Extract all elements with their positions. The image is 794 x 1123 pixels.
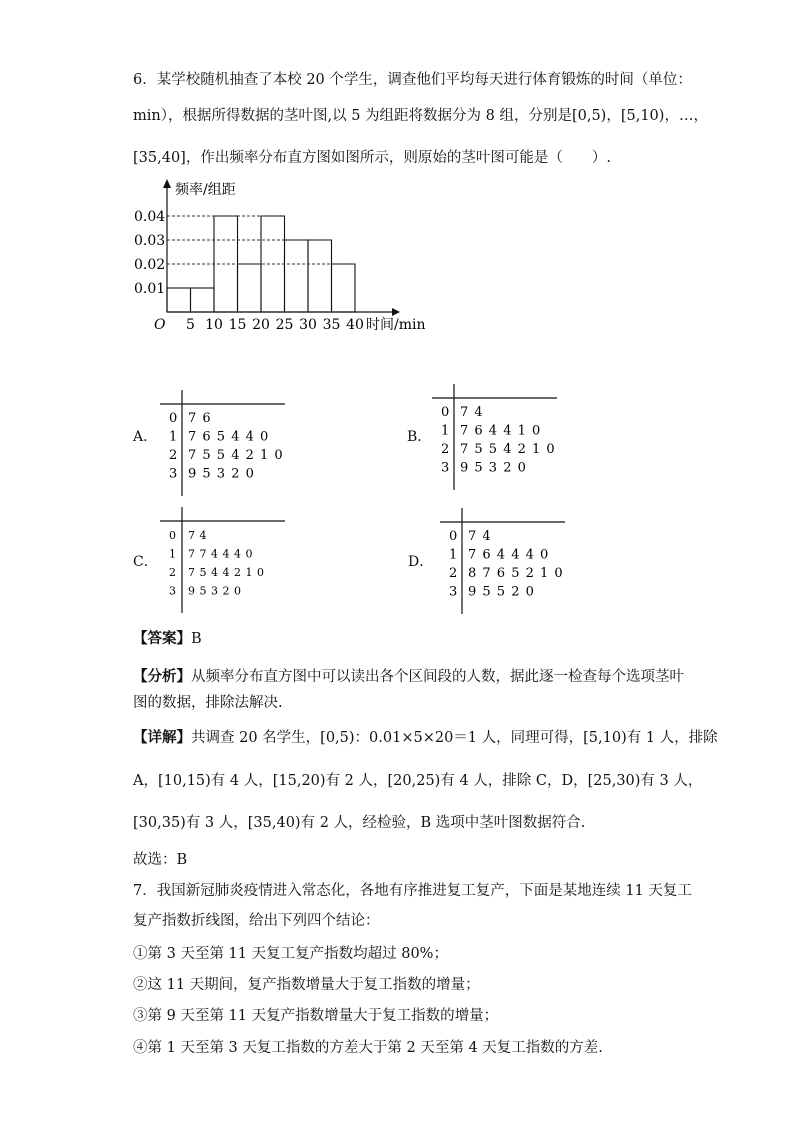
frequency-histogram [130, 176, 440, 345]
q7-conclusion-1: ①第 3 天至第 11 天复工复产指数均超过 80%； [133, 946, 448, 962]
x-tick-label: 10 [205, 317, 223, 333]
leaf-values: 7 4 [460, 405, 484, 420]
x-tick-label: 30 [299, 317, 317, 333]
leaf-values: 7 6 5 4 4 0 [188, 429, 270, 445]
q7-conclusion-3: ③第 9 天至第 11 天复产指数增量大于复工指数的增量； [133, 1008, 499, 1024]
option-a-stemplot [160, 390, 285, 498]
stem-value: 1 [169, 547, 176, 561]
stem-value: 2 [441, 442, 450, 457]
answer-tag: 【答案】 [133, 630, 191, 647]
option-b-label[interactable]: B． [407, 429, 432, 445]
stem-value: 3 [169, 584, 176, 598]
answer-line [133, 627, 202, 648]
detail-line-1 [133, 726, 718, 747]
x-tick-label: 5 [186, 317, 195, 333]
stem-value: 0 [169, 411, 178, 426]
analysis-text-1: 从频率分布直方图中可以读出各个区间段的人数，据此逐一检查每个选项茎叶 [191, 669, 684, 685]
leaf-values: 7 6 4 4 4 0 [468, 547, 550, 563]
histogram-bar [308, 240, 332, 312]
stem-value: 0 [441, 405, 450, 420]
leaf-values: 7 4 [468, 529, 492, 544]
choose-line: 故选：B [133, 852, 188, 868]
x-axis-label: 时间/min [366, 317, 426, 333]
stem-value: 2 [449, 566, 458, 581]
option-c-stemplot [160, 507, 285, 615]
x-tick-label: 25 [275, 317, 294, 333]
detail-text-1: 共调查 20 名学生，[0,5)：0.01×5×20＝1 人，同理可得，[5,10)有 1 人，排除 [191, 730, 718, 746]
leaf-values: 7 7 4 4 4 0 [188, 547, 253, 561]
option-c-label[interactable]: C． [133, 554, 158, 570]
leaf-values: 7 4 [188, 529, 207, 542]
y-axis-label: 频率/组距 [175, 182, 236, 198]
stem-value: 0 [449, 529, 458, 544]
y-axis-arrow-icon [163, 179, 171, 188]
y-tick-label: 0.01 [134, 281, 166, 297]
leaf-values: 7 6 [188, 411, 212, 426]
x-tick-label: 35 [322, 317, 341, 333]
leaf-values: 9 5 3 2 0 [188, 584, 242, 598]
q6-line-2: min），根据所得数据的茎叶图,以 5 为组距将数据分为 8 组，分别是[0,5)，[5,10)，…， [133, 108, 708, 124]
x-tick-label: 20 [252, 317, 270, 333]
x-tick-label: 40 [346, 317, 364, 333]
stem-value: 1 [441, 423, 450, 439]
detail-line-3: [30,35)有 3 人，[35,40)有 2 人，经检验，B 选项中茎叶图数据符合. [133, 815, 586, 831]
histogram-bar [285, 240, 309, 312]
stem-value: 1 [169, 429, 178, 445]
histogram-bar [238, 264, 262, 312]
origin-label: O [154, 317, 166, 333]
analysis-line-1 [133, 665, 684, 686]
stem-value: 3 [441, 460, 450, 476]
stem-value: 2 [169, 448, 178, 463]
analysis-line-2: 图的数据，排除法解决. [133, 695, 283, 711]
stem-value: 1 [449, 547, 458, 563]
leaf-values: 9 5 3 2 0 [460, 460, 527, 476]
leaf-values: 8 7 6 5 2 1 0 [468, 566, 564, 581]
histogram-bar [167, 288, 191, 312]
detail-line-2: A，[10,15)有 4 人，[15,20)有 2 人，[20,25)有 4 人，排除 C，D，[25,30)有 3 人， [133, 773, 703, 789]
x-axis-arrow-icon [392, 308, 400, 316]
histogram-bar [191, 288, 215, 312]
q7-conclusion-4: ④第 1 天至第 3 天复工指数的方差大于第 2 天至第 4 天复工指数的方差. [133, 1040, 603, 1056]
histogram-bar [332, 264, 356, 312]
stem-value: 0 [169, 529, 176, 542]
option-d-stemplot [440, 508, 565, 616]
option-b-stemplot [432, 384, 557, 492]
option-a-label[interactable]: A． [133, 429, 158, 445]
analysis-tag: 【分析】 [133, 668, 191, 685]
leaf-values: 7 5 4 4 2 1 0 [188, 566, 265, 579]
stem-value: 3 [449, 584, 458, 600]
answer-text: B [191, 631, 202, 647]
stemplot-svg [432, 384, 557, 492]
stemplot-svg [160, 507, 285, 615]
leaf-values: 7 5 5 4 2 1 0 [460, 442, 556, 457]
option-d-label[interactable]: D． [408, 554, 434, 570]
detail-tag: 【详解】 [133, 729, 191, 746]
stemplot-svg [440, 508, 565, 616]
stem-value: 2 [169, 566, 176, 579]
y-tick-label: 0.02 [134, 257, 166, 273]
leaf-values: 9 5 3 2 0 [188, 466, 255, 482]
q7-line-1: 7．我国新冠肺炎疫情进入常态化，各地有序推进复工复产，下面是某地连续 11 天复工 [133, 883, 692, 899]
x-tick-label: 15 [228, 317, 247, 333]
leaf-values: 7 5 5 4 2 1 0 [188, 448, 284, 463]
leaf-values: 9 5 5 2 0 [468, 584, 535, 600]
y-tick-label: 0.03 [134, 233, 166, 249]
q7-conclusion-2: ②这 11 天期间，复产指数增量大于复工指数的增量； [133, 977, 480, 993]
y-tick-label: 0.04 [134, 209, 166, 225]
stem-value: 3 [169, 466, 178, 482]
q6-line-3: [35,40]，作出频率分布直方图如图所示，则原始的茎叶图可能是（ ）. [133, 150, 611, 166]
q7-line-2: 复产指数折线图，给出下列四个结论： [133, 913, 380, 929]
q6-line-1: 6．某学校随机抽查了本校 20 个学生，调查他们平均每天进行体育锻炼的时间（单位： [133, 72, 692, 88]
histogram-svg [130, 176, 440, 341]
leaf-values: 7 6 4 4 1 0 [460, 423, 542, 439]
stemplot-svg [160, 390, 285, 498]
